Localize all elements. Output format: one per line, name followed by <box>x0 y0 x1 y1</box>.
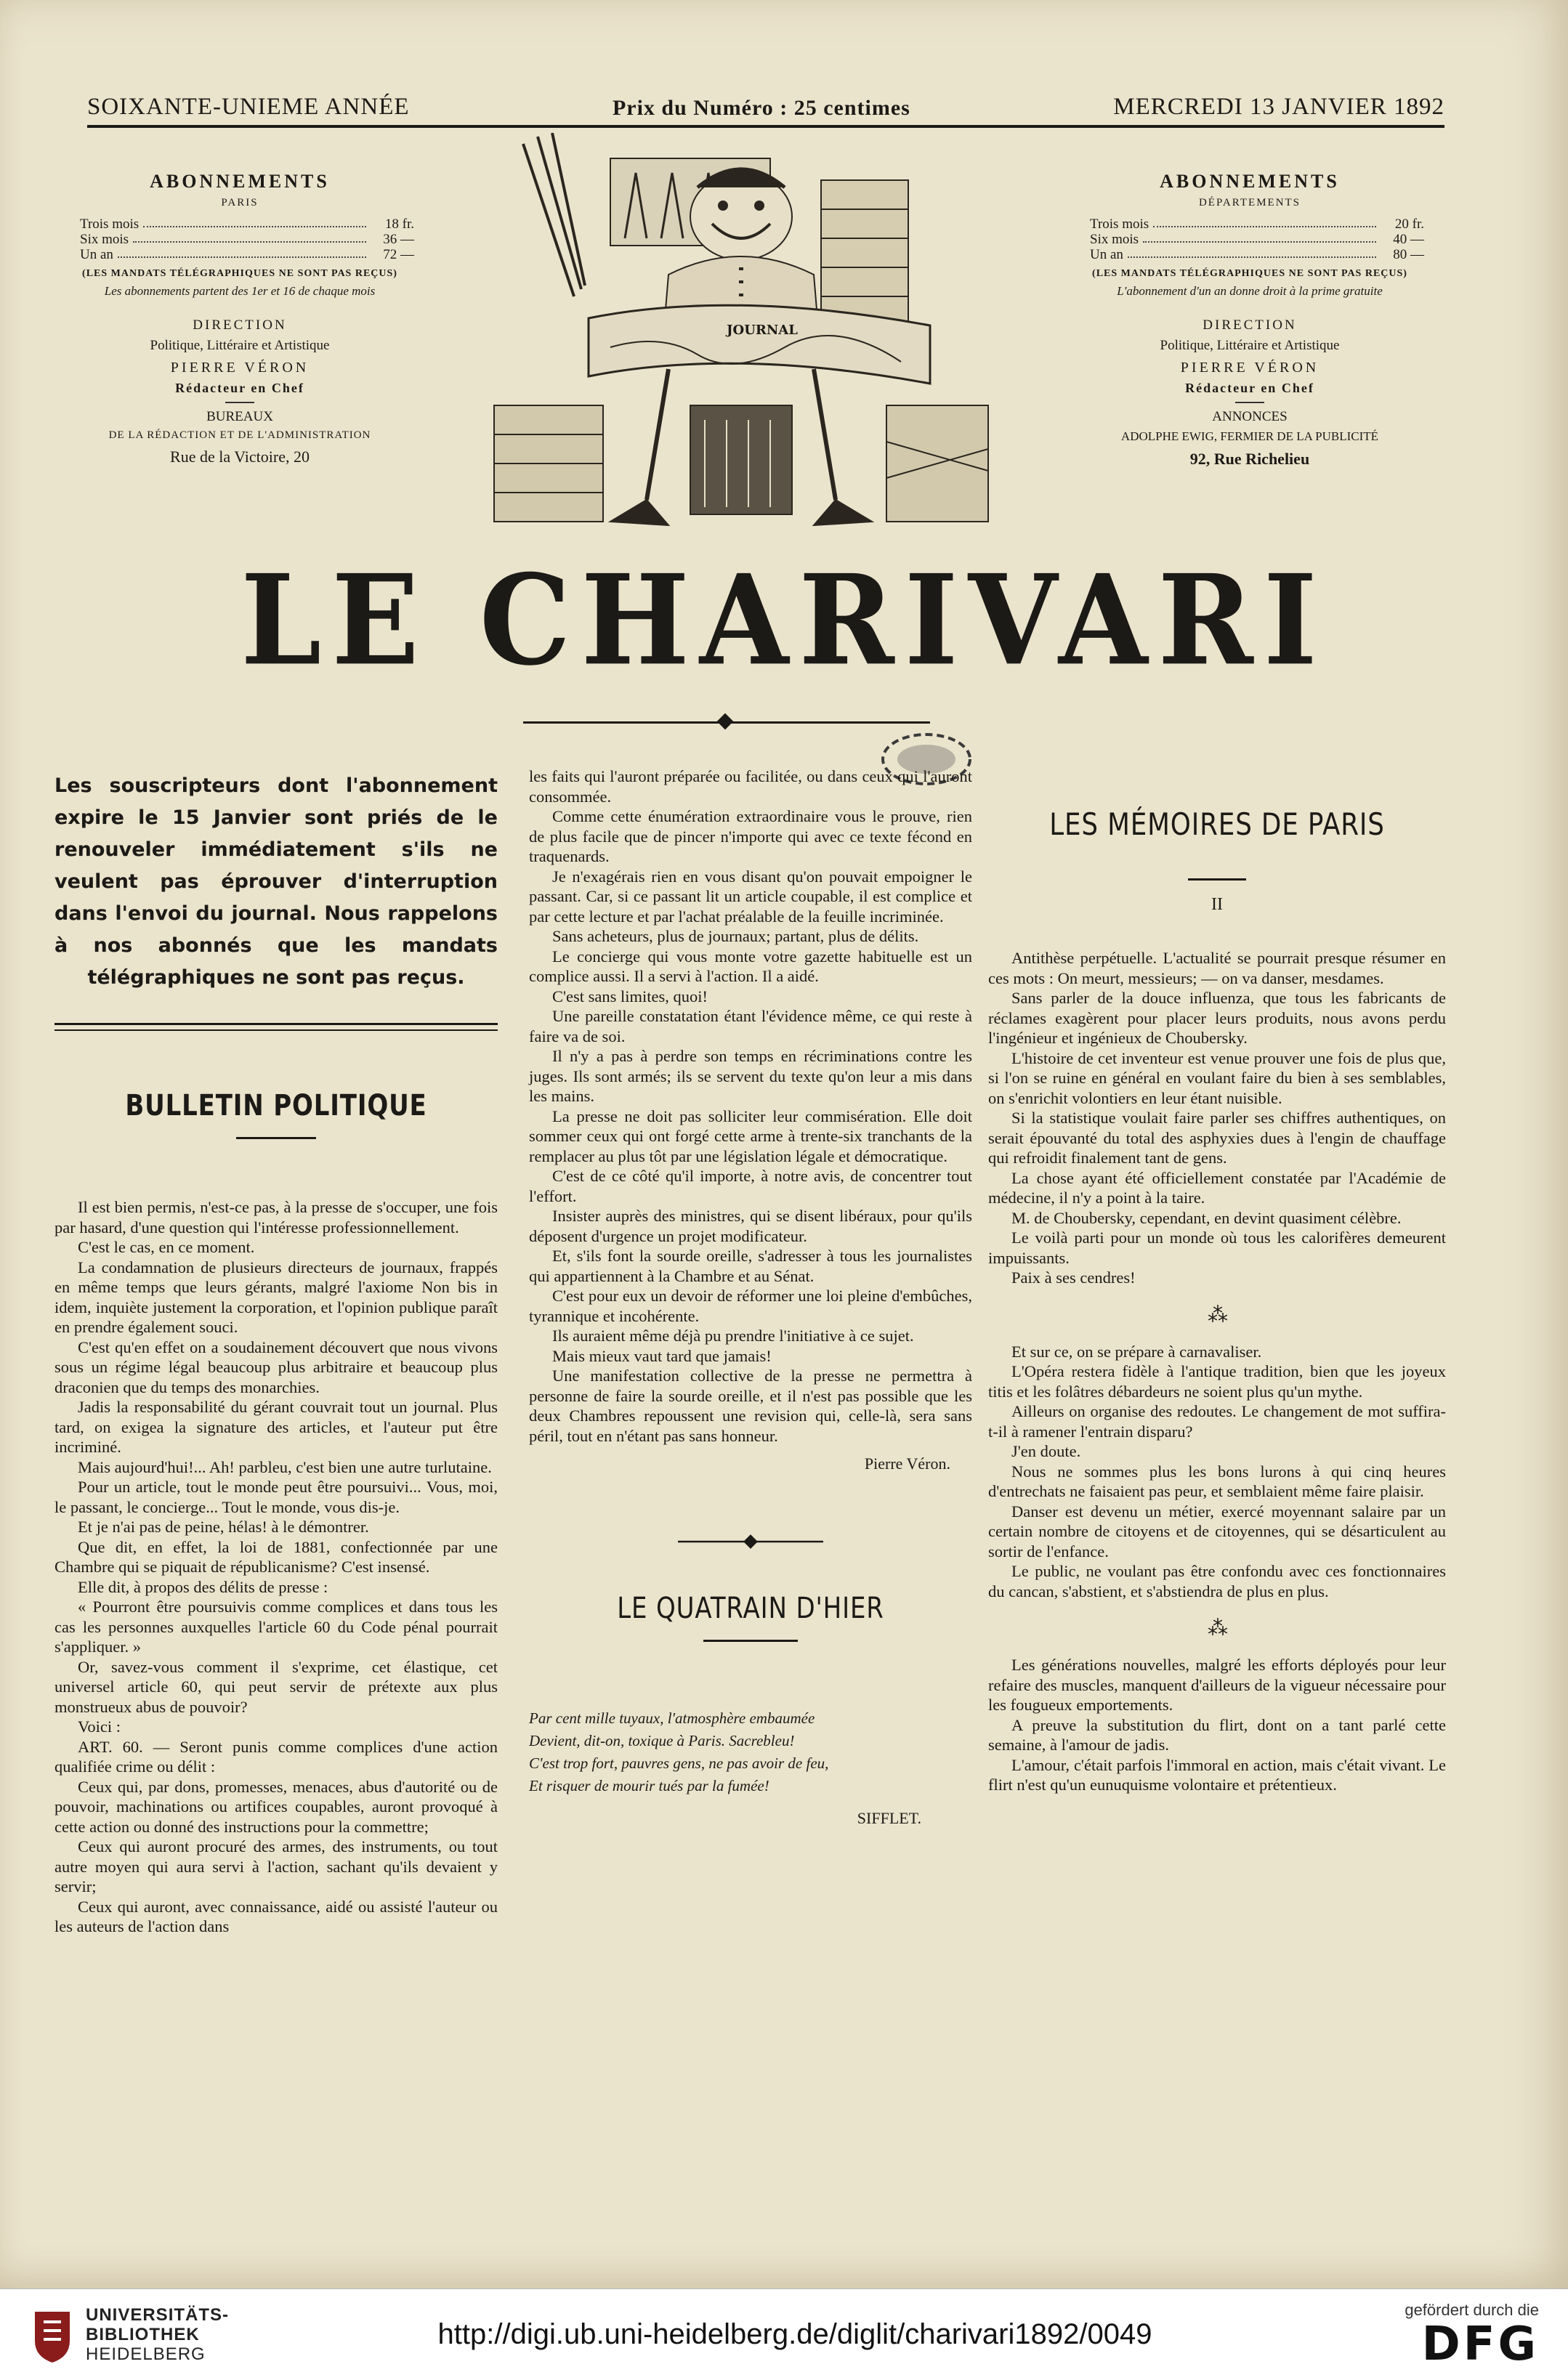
poem-line: C'est trop fort, pauvres gens, ne pas avoir de feu, <box>529 1754 829 1772</box>
paragraph: ART. 60. — Seront punis comme complices d'une action qualifiée crime ou délit : <box>54 1737 498 1776</box>
issue-date: MERCREDI 13 JANVIER 1892 <box>1113 94 1444 120</box>
paragraph: Mais mieux vaut tard que jamais! <box>552 1346 772 1365</box>
paragraph: J'en doute. <box>1011 1442 1081 1460</box>
direction-line: Politique, Littéraire et Artistique <box>1160 338 1340 353</box>
editor-name: PIERRE VÉRON <box>170 360 310 376</box>
paragraph: La condamnation de plusieurs directeurs de journaux, frappés en même temps que leurs gérants, malgré l'axiome Non bis in idem, inquiète justement la corporation, et l'opinion publique paraît en prendre également souci. <box>54 1258 498 1336</box>
paragraph: Je n'exagérais rien en vous disant qu'on pouvait empoigner le passant. Car, si ce passant lit un article coupable, il est complice et par cette lecture et par l'achat préalable de la feuille incriminée. <box>529 867 972 926</box>
price-row <box>1090 247 1424 262</box>
title-rule <box>703 1640 798 1642</box>
subscriptions-title: ABONNEMENTS <box>150 171 330 192</box>
paragraph: les faits qui l'auront préparée ou facilitée, ou dans ceux qui l'auront consommée. <box>529 767 972 806</box>
subscriptions-region: PARIS <box>221 197 259 209</box>
paragraph: Ceux qui auront, avec connaissance, aidé ou assisté l'auteur ou les auteurs de l'action dans <box>54 1897 498 1935</box>
subscription-start-note: Les abonnements partent des 1er et 16 de chaque mois <box>104 284 376 298</box>
telegraph-note: (LES MANDATS TÉLÉGRAPHIQUES NE SONT PAS REÇUS) <box>1092 268 1407 279</box>
paragraph: Ceux qui, par dons, promesses, menaces, abus d'autorité ou de pouvoir, machinations ou artifices coupables, auront provoqué à cette action ou donné des instructions pour la commettre; <box>54 1777 498 1836</box>
paragraph: Une pareille constatation étant l'évidence même, ce qui reste à faire va de soi. <box>529 1007 972 1045</box>
quatrain-title: LE QUATRAIN D'HIER <box>617 1592 884 1625</box>
paragraph: Et je n'ai pas de peine, hélas! à le démontrer. <box>78 1518 369 1536</box>
title-rule <box>236 1137 316 1139</box>
sponsor-mark: DFG <box>1421 2317 1539 2371</box>
price-value: 80 — <box>1393 247 1424 262</box>
editor-role: Rédacteur en Chef <box>1185 381 1314 395</box>
dfg-logo[interactable] <box>1299 2301 1539 2369</box>
caricature-illustration <box>480 129 1003 549</box>
paragraph: Et sur ce, on se prépare à carnavaliser. <box>1011 1342 1262 1361</box>
paragraph: C'est le cas, en ce moment. <box>78 1238 255 1256</box>
ads-heading: ANNONCES <box>1212 409 1288 424</box>
editor-name: PIERRE VÉRON <box>1180 360 1320 376</box>
asterism-separator: ⁂ <box>1208 1617 1226 1640</box>
header-rule <box>87 126 1444 128</box>
section-title: BULLETIN POLITIQUE <box>125 1089 427 1122</box>
price-label: Un an <box>1090 247 1123 262</box>
editor-role: Rédacteur en Chef <box>175 381 304 395</box>
author-signature: Pierre Véron. <box>864 1454 950 1473</box>
paragraph: Il n'y a pas à perdre son temps en récriminations contre les juges. Ils sont armés; ils se servent du texte qu'on leur a mis dans les mains. <box>529 1047 972 1105</box>
section-title: LES MÉMOIRES DE PARIS <box>1049 806 1385 842</box>
paragraph: Or, savez-vous comment il s'exprime, cet élastique, cet universel article 60, qui peut servir de prétexte aux plus monstrueux abus de pouvoir? <box>54 1657 498 1716</box>
article-body-continued <box>529 766 972 1446</box>
price-value: 72 — <box>383 247 414 262</box>
paragraph: Paix à ses cendres! <box>1011 1268 1136 1287</box>
subscriber-notice: Les souscripteurs dont l'abonnement expire le 15 Janvier sont priés de le renouveler immédiatement s'ils ne veulent pas éprouver d'interruption dans l'envoi du journal. Nous rappelons à nos abonnés que les mandats télégraphiques ne sont pas reçus. <box>54 774 498 989</box>
paragraph: C'est qu'en effet on a soudainement découvert que nous vivons sous un régime légal beaucoup plus arbitraire et beaucoup plus draconien que du temps des monarchies. <box>54 1337 498 1396</box>
price-table <box>80 216 414 262</box>
paragraph: Le public, ne voulant pas être confondu avec ces fonctionnaires du cancan, s'abstient, et s'abstiendra de plus en plus. <box>988 1562 1446 1600</box>
paragraph: Ceux qui auront procuré des armes, des instruments, ou tout autre moyen qui aura servi à l'action, sachant qu'ils devaient y servir; <box>54 1837 498 1895</box>
paragraph: Comme cette énumération extraordinaire vous le prouve, rien de plus facile que de pincer n'importe qui avec ce texte fécond en traquenards. <box>529 807 972 865</box>
paragraph: Insister auprès des ministres, qui se disent libéraux, pour qu'ils déposent d'urgence un projet modificateur. <box>529 1207 972 1245</box>
paragraph: Il est bien permis, n'est-ce pas, à la presse de s'occuper, une fois par hasard, d'une question qui l'intéresse professionnellement. <box>54 1198 498 1236</box>
column-1 <box>54 770 498 1937</box>
price-label: Un an <box>80 247 113 262</box>
paragraph: « Pourront être poursuivis comme complices et dans tous les cas les personnes auxquelles l'article 60 du Code pénal pourrait s'appliquer. » <box>54 1598 498 1656</box>
paragraph: L'histoire de cet inventeur est venue prouver une fois de plus que, si l'on se ruine en général en voulant faire du bien à ses semblables, on s'enrichit volontiers en leur étant nuisible. <box>988 1048 1446 1107</box>
ads-line: ADOLPHE EWIG, FERMIER DE LA PUBLICITÉ <box>1120 429 1379 443</box>
price-value: 20 fr. <box>1394 216 1424 232</box>
university-library-logo[interactable] <box>29 2304 291 2365</box>
premium-note: L'abonnement d'un an donne droit à la prime gratuite <box>1117 284 1383 298</box>
office-address: Rue de la Victoire, 20 <box>170 448 310 466</box>
institution-line: UNIVERSITÄTS- <box>86 2305 230 2325</box>
price-value: 36 — <box>383 232 414 247</box>
price-row <box>80 216 414 232</box>
paragraph: Ailleurs on organise des redoutes. Le changement de mot suffira-t-il à ramener l'entrain disparu? <box>988 1402 1446 1441</box>
masthead-ornament <box>717 713 734 730</box>
chronicle-body <box>988 948 1446 1795</box>
paragraph: C'est de ce côté qu'il importe, à notre avis, de concentrer tout l'effort. <box>529 1167 972 1205</box>
permalink[interactable]: http://digi.ub.uni-heidelberg.de/diglit/charivari1892/0049 <box>437 2318 1152 2350</box>
paragraph: Nous ne sommes plus les bons lurons à qui cinq heures d'entrechats ne faisaient pas peur, et semblaient même faire plaisir. <box>988 1462 1446 1500</box>
paragraph: Que dit, en effet, la loi de 1881, confectionnée par une Chambre qui se piquait de républicanisme? C'est insensé. <box>54 1537 498 1576</box>
price-label: Six mois <box>80 232 129 247</box>
paragraph: Sans parler de la douce influenza, que tous les fabricants de réclames exagèrent pour placer leurs produits, nous avons perdu l'ingénieur et ingénieux de Choubersky. <box>988 989 1446 1047</box>
paragraph: Si la statistique voulait faire parler ses chiffres authentiques, on serait épouvanté du total des asphyxies dues à l'engin de chauffage qui refroidit finalement tant de gens. <box>988 1109 1446 1167</box>
price-label: Trois mois <box>80 216 140 232</box>
paragraph: Le voilà parti pour un monde où tous les calorifères demeurent impuissants. <box>988 1229 1446 1267</box>
year-label: SOIXANTE-UNIEME ANNÉE <box>87 94 410 120</box>
direction-heading: DIRECTION <box>1203 317 1297 333</box>
subscriptions-departements <box>1068 171 1431 469</box>
paragraph: L'amour, c'était parfois l'immoral en action, mais c'était vivant. Le flirt n'est qu'un eunuquisme volontaire et prétentieux. <box>988 1755 1446 1794</box>
ads-address: 92, Rue Richelieu <box>1189 450 1310 468</box>
column-3 <box>988 766 1446 1795</box>
paragraph: La chose ayant été officiellement constatée par l'Académie de médecine, il n'y a point à la taire. <box>988 1168 1446 1207</box>
offices-heading: BUREAUX <box>206 409 273 424</box>
subscriptions-title: ABONNEMENTS <box>1160 171 1340 192</box>
paragraph: Et, s'ils font la sourde oreille, s'adresser à tous les journalistes qui appartiennent à la Chambre et au Sénat. <box>529 1247 972 1285</box>
institution-line: BIBLIOTHEK <box>86 2325 200 2344</box>
price-row <box>1090 216 1424 232</box>
paragraph: Ils auraient même déjà pu prendre l'initiative à ce sujet. <box>552 1327 914 1345</box>
digitization-footer <box>0 2288 1568 2380</box>
paragraph: A preuve la substitution du flirt, dont on a tant parlé cette semaine, à l'amour de jadis. <box>988 1715 1446 1754</box>
paragraph: Le concierge qui vous monte votre gazette habituelle est un complice aussi. Il a servi à l'action. Il a aidé. <box>529 947 972 985</box>
asterism-separator: ⁂ <box>1208 1303 1226 1327</box>
paragraph: Elle dit, à propos des délits de presse : <box>78 1577 328 1596</box>
paragraph: L'Opéra restera fidèle à l'antique tradition, bien que les joyeux titis et les folâtres débardeurs ne soient plus qu'un mythe. <box>988 1362 1446 1401</box>
paragraph: C'est sans limites, quoi! <box>552 987 708 1005</box>
double-rule <box>54 1023 498 1031</box>
paragraph: Une manifestation collective de la presse ne permettra à personne de faire la sourde oreille, et il n'est pas possible que les deux Chambres repoussent une revision qui, celle-là, sera sans péril, tout en n'étant pas sans honneur. <box>529 1367 972 1445</box>
top-header-bar <box>87 86 1444 128</box>
paragraph: M. de Choubersky, cependant, en devint quasiment célèbre. <box>1011 1208 1402 1227</box>
price-table <box>1090 216 1424 262</box>
poem-line: Devient, dit-on, toxique à Paris. Sacrebleu! <box>529 1732 795 1749</box>
price-value: 40 — <box>1393 232 1424 247</box>
article-body <box>54 1197 498 1937</box>
price-value: 18 fr. <box>384 216 414 232</box>
poem-line: Et risquer de mourir tués par la fumée! <box>529 1777 769 1794</box>
price-label: Six mois <box>1090 232 1139 247</box>
offices-line: DE LA RÉDACTION ET DE L'ADMINISTRATION <box>108 429 371 441</box>
direction-heading: DIRECTION <box>193 317 287 333</box>
newspaper-title: LE CHARIVARI <box>241 548 1327 694</box>
institution-line: HEIDELBERG <box>86 2344 206 2364</box>
illustration-banner: JOURNAL <box>727 323 798 338</box>
column-2 <box>529 766 972 1828</box>
title-rule <box>1188 878 1246 881</box>
subscriptions-paris <box>58 171 421 466</box>
price-row <box>1090 232 1424 247</box>
sponsor-label: gefördert durch die <box>1405 2300 1539 2319</box>
poem-signature: SIFFLET. <box>857 1809 921 1827</box>
university-seal-icon <box>29 2304 76 2365</box>
price-label: Prix du Numéro : 25 centimes <box>612 96 910 120</box>
price-row <box>80 247 414 262</box>
direction-line: Politique, Littéraire et Artistique <box>150 338 330 353</box>
paragraph: C'est pour eux un devoir de réformer une loi pleine d'embûches, tyrannique et incohérente. <box>529 1287 972 1325</box>
paragraph: Les générations nouvelles, malgré les efforts déployés pour leur refaire des muscles, manquent d'ailleurs de la vigueur nécessaire pour les fougueux emportements. <box>988 1656 1446 1714</box>
poem-line: Par cent mille tuyaux, l'atmosphère embaumée <box>529 1709 815 1727</box>
telegraph-note: (LES MANDATS TÉLÉGRAPHIQUES NE SONT PAS REÇUS) <box>82 268 397 279</box>
paragraph: Danser est devenu un métier, exercé moyennant salaire par un certain nombre de citoyens et de citoyennes, qui se désarticulent au sortir de l'enfance. <box>988 1502 1446 1561</box>
paragraph: Antithèse perpétuelle. L'actualité se pourrait presque résumer en ces mots : On meurt, messieurs; — on va danser, mesdames. <box>988 949 1446 987</box>
paragraph: Voici : <box>78 1717 121 1736</box>
price-label: Trois mois <box>1090 216 1149 232</box>
paragraph: Jadis la responsabilité du gérant couvrait tout un journal. Plus tard, on exigea la signature des articles, et l'auteur put être incriminé. <box>54 1398 498 1456</box>
subscriptions-region: DÉPARTEMENTS <box>1198 197 1301 209</box>
paragraph: Pour un article, tout le monde peut être poursuivi... Vous, moi, le passant, le concierge... Tout le monde, vous dis-je. <box>54 1478 498 1516</box>
quatrain-poem <box>529 1707 972 1797</box>
paragraph: La presse ne doit pas solliciter leur commisération. Elle doit sommer ceux qui ont forgé cette arme à trente-six tranchants de la remplacer au plus tôt par une législation légale et démocratique. <box>529 1106 972 1165</box>
paragraph: Sans acheteurs, plus de journaux; partant, plus de délits. <box>552 927 919 945</box>
price-row <box>80 232 414 247</box>
paragraph: Mais aujourd'hui!... Ah! parbleu, c'est bien une autre turlutaine. <box>78 1457 492 1476</box>
section-ornament <box>529 1534 972 1549</box>
chapter-numeral: II <box>1211 895 1223 914</box>
